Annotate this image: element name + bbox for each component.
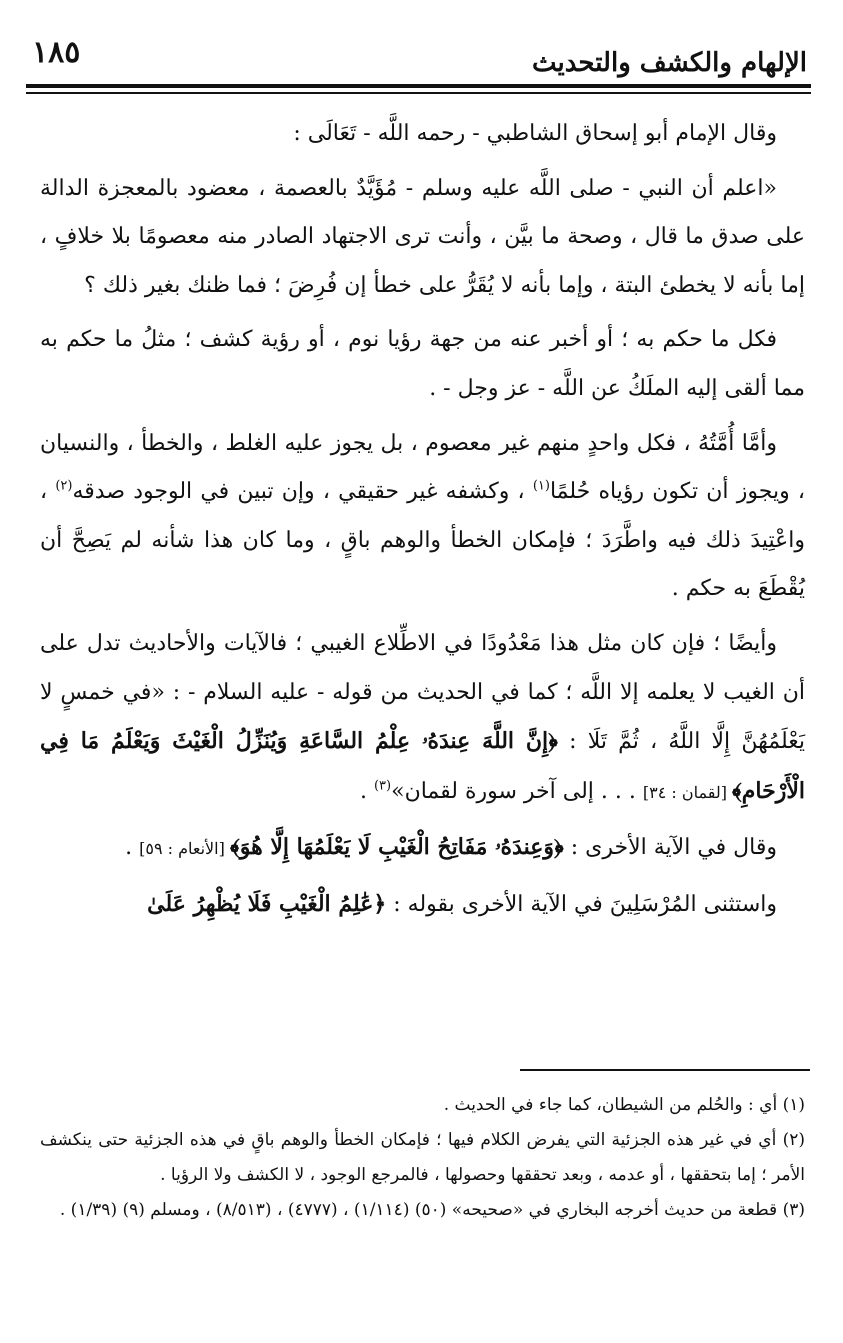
paragraph-6 (40, 823, 805, 874)
header-rule-thick (26, 84, 811, 88)
header-rule-thin (26, 92, 811, 94)
paragraph-7 (40, 880, 805, 930)
body-text (40, 110, 805, 936)
quran-verse-jinn: ﴿عَٰلِمُ الْغَيْبِ فَلَا يُظْهِرُ عَلَىٰ (147, 890, 387, 917)
paragraph-6-part-a: وقال في الآية الأخرى : (563, 835, 777, 861)
footnote-1: (١) أي : والحُلم من الشيطان، كما جاء في الحديث . (443, 1095, 805, 1115)
citation-anam: [الأنعام : ٥٩] (139, 839, 230, 859)
paragraph-5 (40, 620, 805, 817)
quran-verse-luqman: ﴿إِنَّ اللَّهَ عِندَهُۥ عِلْمُ السَّاعَةِ وَيُنَزِّلُ الْغَيْثَ وَيَعْلَمُ مَا فِي الْأَرْحَامِ﴾ (40, 728, 805, 804)
footnote-3: (٣) قطعة من حديث أخرجه البخاري في «صحيحه» (٥٠) (١/١١٤) ، (٤٧٧٧) ، (٨/٥١٣) ، ومسلم (٩) (١/٣٩) . (59, 1200, 805, 1220)
footnote-ref-1[interactable]: (١) (532, 478, 550, 494)
page-number: ١٨٥ (32, 35, 81, 70)
paragraph-1: وقال الإمام أبو إسحاق الشاطبي - رحمه اللَّه - تَعَالَى : (293, 121, 777, 146)
running-title: الإلهام والكشف والتحديث (532, 48, 807, 78)
footnote-ref-2[interactable]: (٢) (55, 478, 73, 494)
paragraph-2: «اعلم أن النبي - صلى اللَّه عليه وسلم - مُؤَيَّدٌ بالعصمة ، معضود بالمعجزة الدالة على صدق ما قال ، وصحة ما بيَّن ، وأنت ترى الاجتهاد الصادر منه معصومًا بلا خلافٍ ، إما بأنه لا يخطئ البتة ، وإما بأنه لا يُقَرُّ على خطأ إن فُرِضَ ؛ فما ظنك بغير ذلك ؟ (40, 175, 805, 298)
paragraph-4 (40, 420, 805, 614)
paragraph-4-part-c: ، واعْتِيدَ ذلك فيه واطَّرَدَ ؛ فإمكان الخطأ والوهم باقٍ ، وما كان هذا شأنه لم يَصِحَّ أن يُقْطَعَ به حكم . (40, 479, 805, 602)
footnote-separator (520, 1069, 810, 1071)
footnote-2: (٢) أي في غير هذه الجزئية التي يفرض الكلام فيها ؛ فإمكان الخطأ والوهم باقٍ في هذه الجزئية حتى ينكشف الأمر ؛ إما بتحققها ، أو عدمه ، وبعد تحققها وحصولها ، فالمرجع الوجود ، لا الكشف ولا الرؤيا . (40, 1130, 805, 1185)
quran-verse-anam: ﴿وَعِندَهُۥ مَفَاتِحُ الْغَيْبِ لَا يَعْلَمُهَا إِلَّا هُوَ﴾ (229, 834, 564, 861)
paragraph-6-part-b: . (125, 835, 140, 861)
paragraph-3: فكل ما حكم به ؛ أو أخبر عنه من جهة رؤيا نوم ، أو رؤية كشف ؛ مثلُ ما حكم به مما ألقى إليه الملَكُ عن اللَّه - عز وجل - . (40, 327, 805, 401)
citation-luqman: [لقمان : ٣٤] (642, 782, 733, 802)
paragraph-5-part-a: وأيضًا ؛ فإن كان مثل هذا مَعْدُودًا في الاطِّلاع الغيبي ؛ فالآيات والأحاديث تدل على أن الغيب لا يعلمه إلا اللَّه ؛ كما في الحديث من قوله - عليه السلام - : «في خمسٍ لا يَعْلَمُهُنَّ إِلَّا اللَّهُ ، ثُمَّ تَلَا : (40, 630, 805, 755)
paragraph-4-part-b: ، وكشفه غير حقيقي ، وإن تبين في الوجود صدقه (72, 479, 533, 505)
footnotes (40, 1088, 805, 1228)
footnote-ref-3[interactable]: (٣) (373, 778, 392, 794)
paragraph-5-part-c: . (359, 778, 374, 804)
paragraph-4-part-a: وأمَّا أُمَّتُهُ ، فكل واحدٍ منهم غير معصوم ، بل يجوز عليه الغلط ، والخطأ ، والنسيان ، ويجوز أن تكون رؤياه حُلمًا (40, 430, 805, 505)
paragraph-5-part-b: . . . إلى آخر سورة لقمان» (391, 778, 643, 804)
paragraph-7-part-a: واستثنى المُرْسَلِينَ في الآية الأخرى بقوله : (386, 891, 777, 917)
